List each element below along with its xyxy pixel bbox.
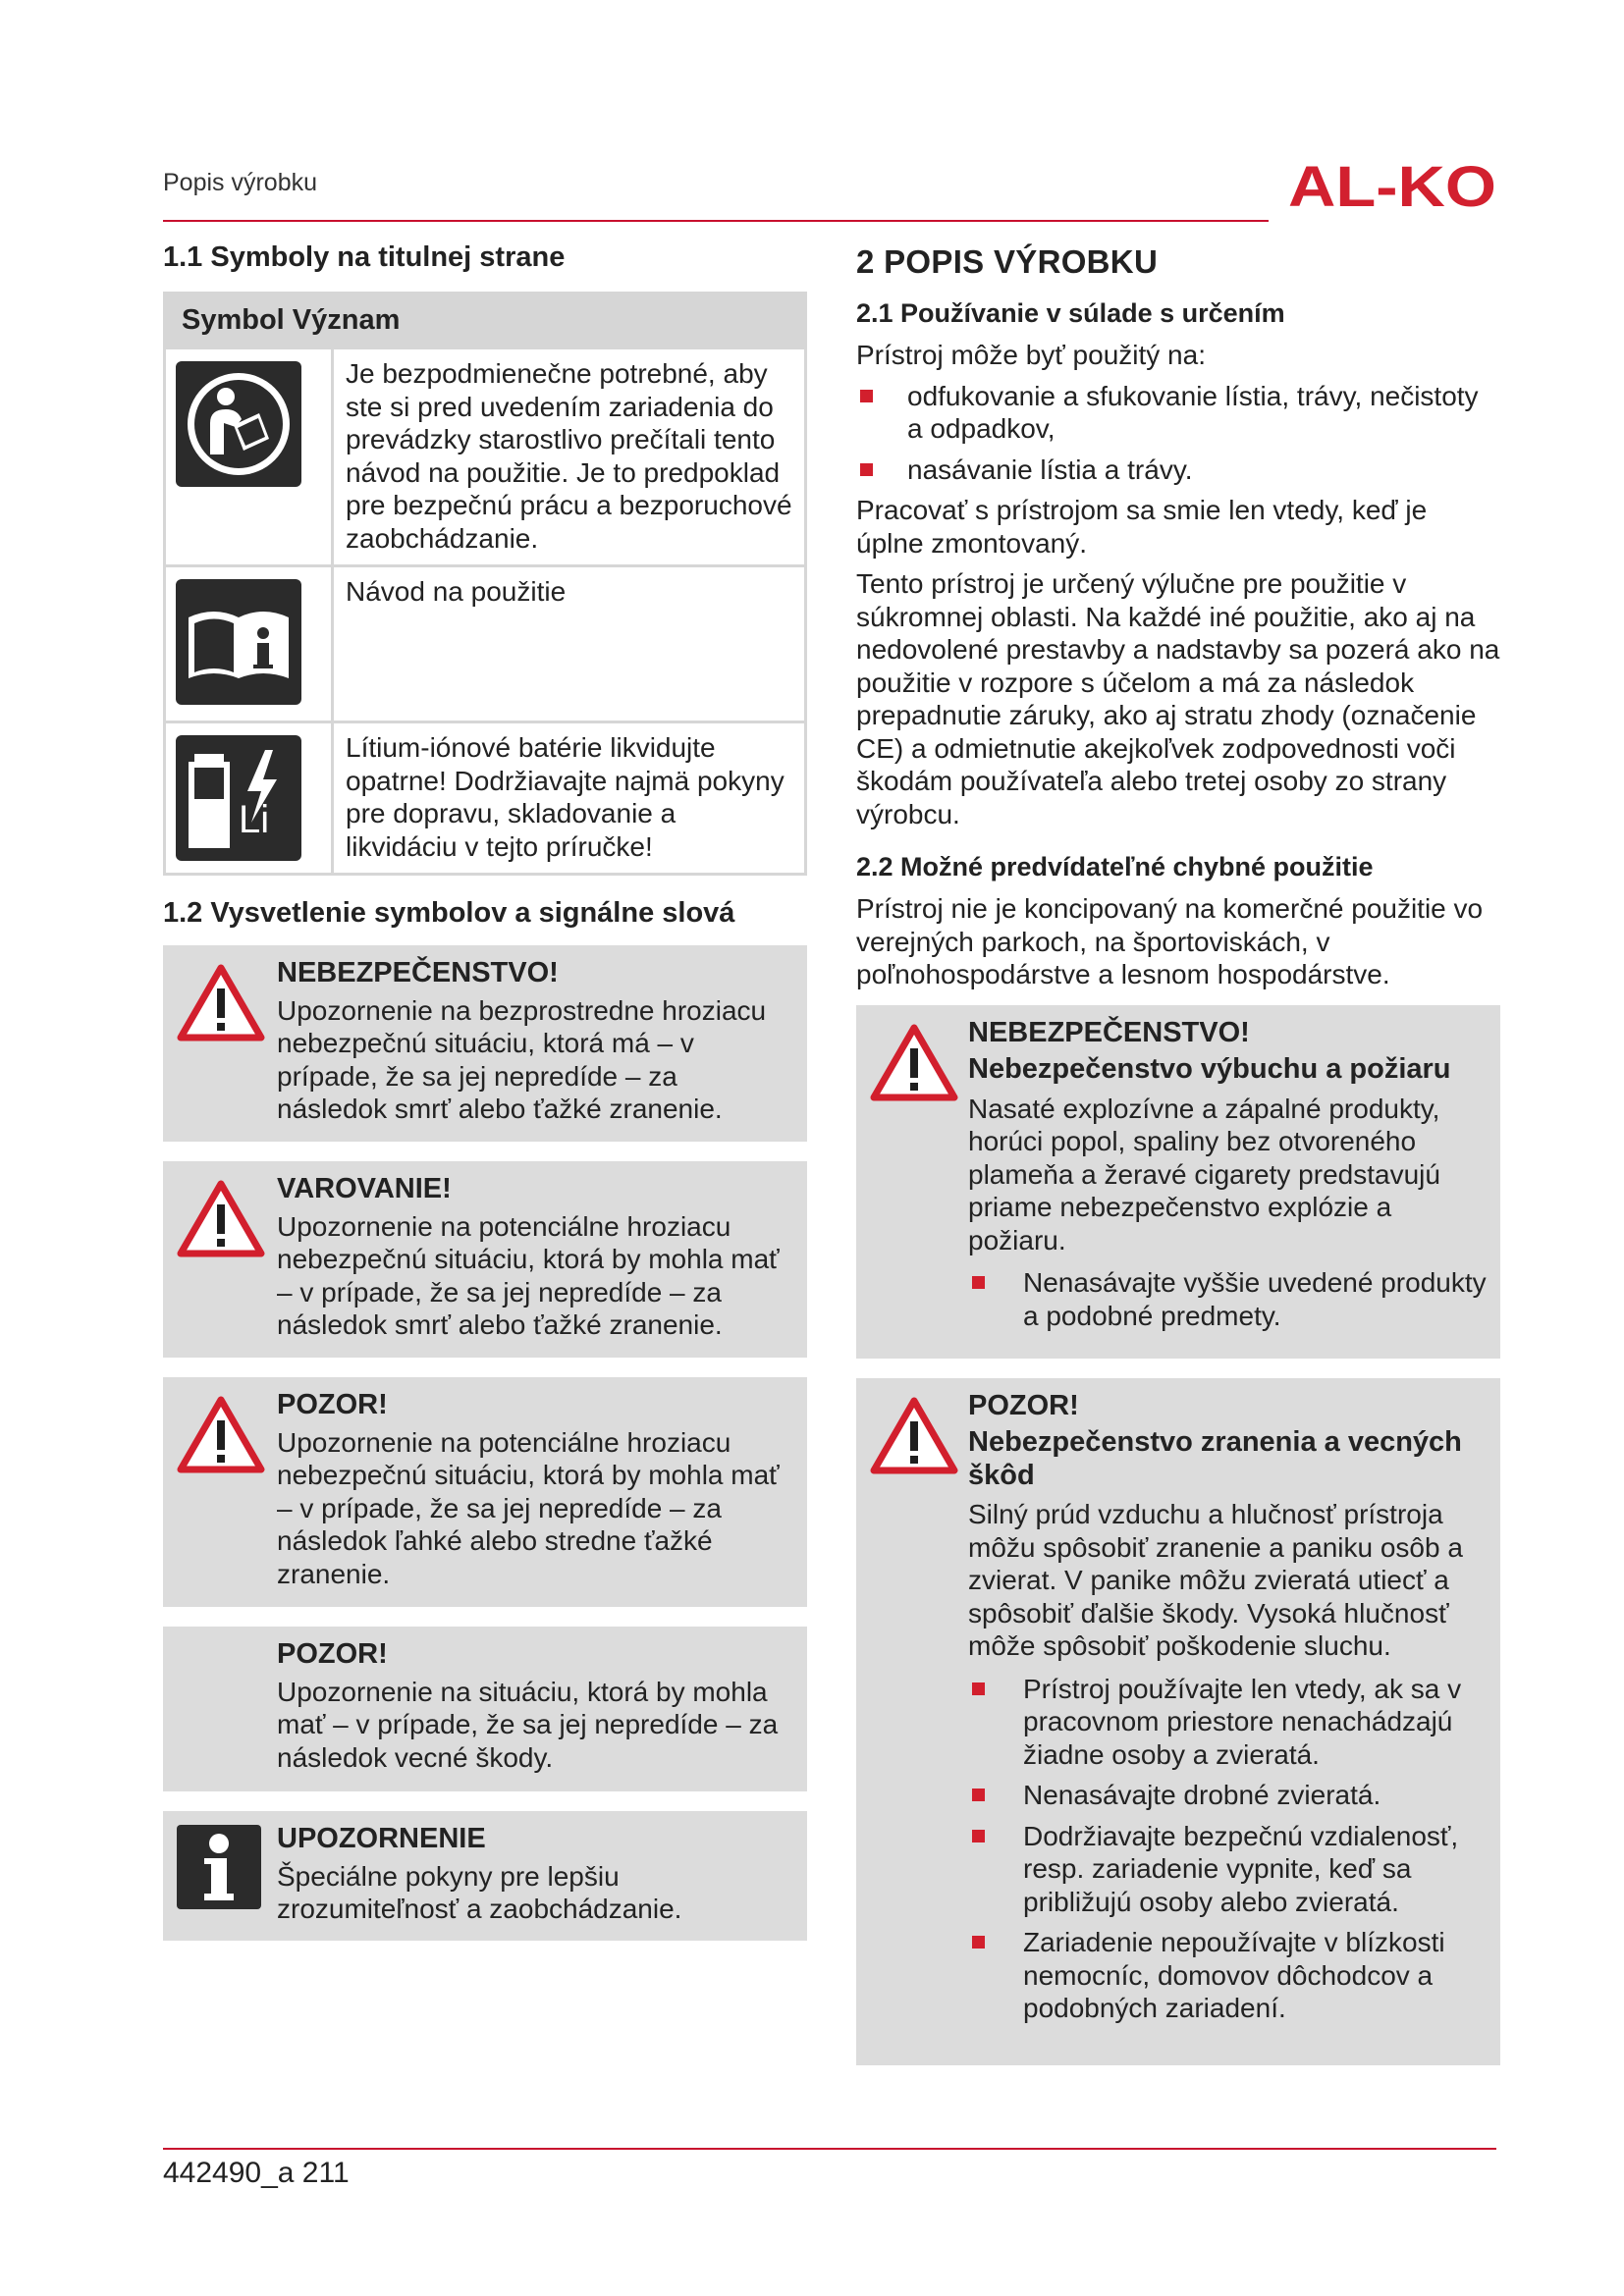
list-item: nasávanie lístia a trávy.	[856, 454, 1500, 487]
notice-title: NEBEZPEČENSTVO!	[277, 957, 559, 988]
injury-caution-notice	[856, 1378, 1500, 2065]
table-row	[166, 564, 804, 721]
left-column	[163, 241, 807, 1960]
warning-notice	[163, 1161, 807, 1358]
lithium-battery-icon	[176, 735, 301, 861]
info-icon	[177, 1825, 261, 1909]
notice-text: Upozornenie na potenciálne hroziacu nebezpečnú situáciu, ktorá by mohla mať – v prípade, že sa jej nepredíde – za následok smrť alebo ťažké zranenie.	[277, 1210, 780, 1340]
notice-title: POZOR!	[277, 1389, 388, 1420]
symbol-table	[163, 292, 807, 876]
list-item: odfukovanie a sfukovanie lístia, trávy, nečistoty a odpadkov,	[856, 380, 1500, 446]
property-damage-notice	[163, 1627, 807, 1791]
symbol-meaning: Návod na použitie	[334, 564, 804, 721]
notice-title: VAROVANIE!	[277, 1173, 452, 1204]
symbols-heading: 1.1 Symboly na titulnej strane	[163, 241, 566, 273]
intended-use-intro: Prístroj môže byť použitý na:	[856, 340, 1206, 370]
chapter-heading: 2 POPIS VÝROBKU	[856, 243, 1159, 280]
danger-notice	[163, 945, 807, 1142]
header-rule	[163, 220, 1269, 222]
warning-triangle-icon	[870, 1396, 958, 1474]
symbol-meaning: Lítium-iónové batérie likvidujte opatrne! Dodržiavajte najmä pokyny pre dopravu, skladovanie a likvidáciu v tejto príručke!	[334, 721, 804, 873]
info-notice	[163, 1811, 807, 1941]
notice-subtitle: Nebezpečenstvo zranenia a vecných škôd	[968, 1426, 1462, 1491]
private-use-paragraph: Tento prístroj je určený výlučne pre použitie v súkromnej oblasti. Na každé iné použitie, ako aj na nedovolené prestavby a nadstavby sa pozerá ako na použitie v rozpore s účelom a má za následok prepadnutie záruky, ako aj stratu zhody (označenie CE) a odmietnutie akejkoľvek zodpovednosti voči škodám používateľa alebo tretej osoby zo strany výrobcu.	[856, 568, 1500, 829]
manual-info-icon	[176, 579, 301, 705]
notice-title: POZOR!	[277, 1638, 388, 1670]
list-item: Zariadenie nepoužívajte v blízkosti nemocníc, domovov dôchodcov a podobných zariadení.	[968, 1926, 1487, 2025]
footer-doc-id: 442490_a 211	[163, 2157, 350, 2189]
running-header: Popis výrobku	[163, 169, 318, 196]
alko-logo	[1288, 159, 1496, 212]
lithium-label: Li	[239, 798, 270, 841]
warning-triangle-icon	[177, 1179, 265, 1257]
intended-use-list	[856, 380, 1500, 487]
notice-title: POZOR!	[968, 1389, 1079, 1421]
footer-rule	[163, 2148, 1496, 2150]
notice-text: Nasaté explozívne a zápalné produkty, horúci popol, spaliny bez otvoreného plameňa a žeravé cigarety predstavujú priame nebezpečenstvo explózie a požiaru.	[968, 1093, 1440, 1255]
assembly-paragraph: Pracovať s prístrojom sa smie len vtedy, keď je úplne zmontovaný.	[856, 495, 1428, 559]
symbol-meaning: Je bezpodmienečne potrebné, aby ste si pred uvedením zariadenia do prevádzky starostlivo prečítali tento návod na použitie. Je to predpoklad pre bezpečnú prácu a bezporuchové zaobchádzanie.	[334, 347, 804, 564]
notice-text: Silný prúd vzduchu a hlučnosť prístroja môžu spôsobiť zranenie a paniku osôb a zvierat. V panike môžu zvieratá utiecť a spôsobiť ďalšie škody. Vysoká hlučnosť môže spôsobiť poškodenie sluchu.	[968, 1499, 1463, 1661]
notice-text: Upozornenie na bezprostredne hroziacu nebezpečnú situáciu, ktorá má – v prípade, že sa jej nepredíde – za následok smrť alebo ťažké zranenie.	[277, 994, 767, 1124]
list-item: Dodržiavajte bezpečnú vzdialenosť, resp. zariadenie vypnite, keď sa približujú osoby alebo zvieratá.	[968, 1820, 1487, 1919]
caution-notice	[163, 1377, 807, 1607]
svg-text:AL-KO: AL-KO	[1288, 159, 1496, 212]
list-item: Nenasávajte vyššie uvedené produkty a podobné predmety.	[968, 1266, 1487, 1332]
table-row	[166, 721, 804, 873]
notice-text: Upozornenie na potenciálne hroziacu nebezpečnú situáciu, ktorá by mohla mať – v prípade, že sa jej nepredíde – za následok ľahké alebo stredne ťažké zranenie.	[277, 1426, 780, 1589]
misuse-paragraph: Prístroj nie je koncipovaný na komerčné použitie vo verejných parkoch, na športoviskách, v poľnohospodárstve a lesnom hospodárstve.	[856, 893, 1484, 989]
notice-subtitle: Nebezpečenstvo výbuchu a požiaru	[968, 1053, 1451, 1085]
intended-use-heading: 2.1 Používanie v súlade s určením	[856, 298, 1285, 328]
read-manual-icon	[176, 361, 301, 487]
list-item: Nenasávajte drobné zvieratá.	[968, 1779, 1487, 1812]
right-column	[856, 243, 1500, 2085]
notice-text: Upozornenie na situáciu, ktorá by mohla mať – v prípade, že sa jej nepredíde – za následok vecné škody.	[277, 1676, 779, 1773]
warning-triangle-icon	[177, 1395, 265, 1473]
signals-heading: 1.2 Vysvetlenie symbolov a signálne slová	[163, 897, 735, 929]
symbol-table-header: Symbol Význam	[166, 294, 804, 347]
list-item: Prístroj používajte len vtedy, ak sa v pracovnom priestore nenachádzajú žiadne osoby a zvieratá.	[968, 1673, 1487, 1772]
notice-text: Špeciálne pokyny pre lepšiu zrozumiteľnosť a zaobchádzanie.	[277, 1860, 682, 1924]
notice-title: UPOZORNENIE	[277, 1823, 486, 1854]
notice-title: NEBEZPEČENSTVO!	[968, 1016, 1250, 1048]
misuse-heading: 2.2 Možné predvídateľné chybné použitie	[856, 852, 1374, 881]
table-row	[166, 347, 804, 564]
warning-triangle-icon	[177, 963, 265, 1041]
explosion-danger-notice	[856, 1005, 1500, 1359]
warning-triangle-icon	[870, 1023, 958, 1101]
